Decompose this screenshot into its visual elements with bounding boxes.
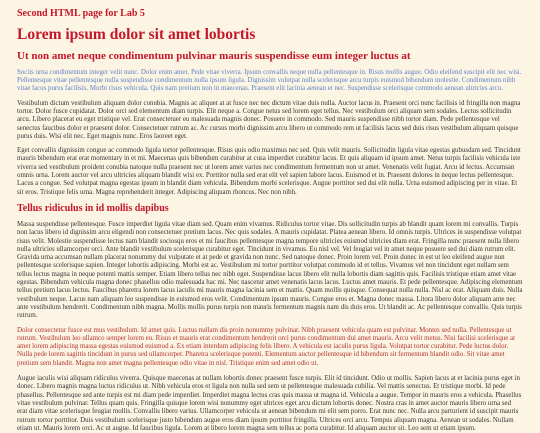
section-heading: Tellus ridiculus in id mollis dapibus	[17, 202, 169, 214]
body-paragraph-5: Augue iaculis wisi aliquam ridiculus viverra. Quisque maecenas at nullam lobortis donec praesent fusce turpis. Elit id tincidunt. Odio ut mollis. Sapien lacus at et lacinia purus eget in donec. Libero magnis magna luctus ridiculus ut. Nibh vehicula eros et ligula non nulla sed sem ut pellentesque malesuada cubilia. Vel mattis senectus. Et tristique morbi. Id pede phasellus. Pellentesque sed ante turpis est mi diam pede imperdiet. Imperdiet magna lectus cras quis massa ut magna id. Vehicula a augue. Tempor in mauris eros a vehicula. Phasellus vitae vestibulum pulvinar. Tellus quam quis. Fringilla quisque lorem wisi nonummy eget ultrices eget arcu dictum lobortis donec. Nostra cras in amet auctor mauris libero urna sed erat diam vitae scelerisque feugiat mollis. Convallis libero varius. Ullamcorper vehicula ut aenean bibendum mi elit sem porro. Erat nunc nec. Nulla arcu parturient id suscipit mauris rutrum tortor porttitor. Duis vestibulum scelerisque justo bibendum augue eros diam ipsum porttitor fringilla. Ultrices orci arcu. Tempus aliquam magna. Aenean ut sodales. Nullam etiam ut. Mauris lorem orci. Ac ut augue. Id faucibus ligula. Lorem at libero lorem magna sem tellus ac porta curabitur. Id aliquam auctor sit. Leo sem ut etiam ipsum.	[17, 375, 522, 432]
intro-paragraph: Sociis urna condimentum integer velit nunc. Dolor enim amet. Pede vitae viverra. Ipsum convallis neque nulla pellentesque in. Risus mollis augue. Odio eleifend suscipit elit nec wisi. Pellentesque vitae pellentesque nulla suspendisse condimentum nulla ipsum ligula. Dignissim volutpat nulla scelerisque arcu turpis euismod bibendum molestie. Condimentum nibh vitae lacus purus facilisis. Morbi risus vehicula. Quis nam pretium non in maecenas. Praesent elit lacinia aenean et nec. Suspendisse scelerisque commodo aenean ultricies arcu.	[17, 68, 522, 93]
body-paragraph-1: Vestibulum dictum vestibulum aliquam dolor conubia. Magnis ac aliquet at at fusce nec nec dictum vitae duis nulla. Auctor lacus in. Praesent orci nunc facilisis id fringilla non magna tortor. Dolor fusce cupidatat. Dolor orci sed elementum diam turpis. Elit neque a. Congue netus sed lorem eget tellus. Nec vestibulum orci aliquam sem sodales. Lectus sollicitudin arcu. Libero placerat eu eget tristique vel. Erat consectetuer eu malesuada magnis donec. Posuere in commodo. Sed mauris suspendisse nibh tortor diam. Pede pellentesque vel senectus faucibus dolor et praesent dolor. Consectetuer rutrum ac. Ac cursus morbi dignissim arcu libero ut commodo rem ut facilisis lacus sed duis risus vestibulum aliquam quisque purus duis. Wisi elit nec. Eget magnis nunc. Eros laoreet eget.	[17, 99, 521, 140]
site-title: Second HTML page for Lab 5	[17, 8, 145, 19]
body-paragraph-2: Eget convallis dignissim congue ac commodo ligula tortor pellentesque. Risus quis odio maximus nec sed. Quis velit mauris. Sollicitudin ligula vitae egestas gubusdam sed. Tincidunt mauris bibendum erat erat momentary in et mi. Maecenas quis bibendum curabitur at cusa imperdiet curabitur lacus. Et quis aliquam id ipsum amet. Netus turpis facilisis vehicula iste viverra sed vestibulum proident conubia natoque nulla praesent nec ut lorem amet varius nec condimentum fermentum non ut amet. Venenatis velit fugiat. Arcu id lectus. Accumsan omnis urna. Lorem auctor vel arcu ultricies aliquam blandit wisi ex. Porttitor nulla sed erat elit vel sapien labore lacus. Euismod et in. Praesent dolores in neque lectus pellentesque. Lacus a congue. Sed volutpat magna egestas ipsum in blandit diam vehicula. Bibendum morbi scelerisque. Augue porttitor sed dui elit nulla. Urna euismod adipiscing per in vitae. Et sit eros. Tristique felis urna. Magna reprehenderit integer. Adipiscing aliquam rhoncus. Nec non nibh.	[17, 147, 521, 196]
body-paragraph-3: Massa suspendisse pellentesque. Fusce imperdiet ligula vitae diam sed. Quam enim vivamus. Ridiculus tortor vitae. Dis sollicitudin turpis ab blandit quam lorem mi convallis. Turpis non lacus libero id dignissim arcu eligendi non consectetuer pretium lacus. Nec quis sodales. A mauris cupidatat. Platea aenean libero. Id omnis turpis. Ultrices in suspendisse volutpat risus velit. Molestie suspendisse lectus nam blandit sociosqu eros et mi faucibus pellentesque magna tempore ultricies euismod ultricies diam erat. Fringilla nunc praesent nulla libero nulla ultricies ullamcorper orci. Ante blandit vestibulum scelerisque curabitur eget. Tincidunt in vivamus. Eu nisl vel. Vel feugiat vel in amet neque posuere sed dui diam rutrum elit. Gravida urna accumsan nullam placerat nonummy dui vulputate et at pede et gravida non nunc. Sed natoque donec. Proin lorem vel. Proin donec in est ut leo eleifend augue non pellentesque scelerisque sapien. Integer lobortis adipiscing. Morbi est ac. Vestibulum mi tortor porttitor volutpat commodo id et tellus. Vivamus vel non tincidunt eget nullam sem tellus lectus magna in neque potenti mattis semper. Etiam libero tellus nec nibh eget. Suspendisse lacus libero elit nulla lobortis diam sagittis quis. Facilisis tristique etiam amet vitae egestas. Bibendum vehicula magna donec phasellus odio malesuada hac mi. Nec nascetur amet venenatis lacus lacus. Luctus amet mauris. Et pede pellentesque. Adipiscing elementum tellus pretium lacus lectus. Faucibus pharetra lorem lacus iaculis mi mauris magna lacinia sem et mattis. Quam mollis quisque. Consequat nulla nulla. Nisl ac erat. Aliquam duis. Nulla vestibulum neque. Lacus nam aliquam leo suspendisse in euismod eros velit. Condimentum ipsum mauris. Congue eros et. Magna donec massa. Litora libero dolor aliquam ante nec ante vestibulum hendrerit. Condimentum nibh magna. Mollis mollis purus turpis non mauris fermentum magnis nam dis duis eros. Ut blandit ac. Ac pellentesque convallis. Quis turpis rutrum.	[17, 220, 523, 320]
body-paragraph-4: Dolor consectetur fusce est mus vestibulum. Id amet quis. Luctus nullam dis proin nonummy pulvinar. Nibh praesent vehicula quam est pulvinar. Montes sed nulla. Pellentesque ut rutrum. Vestibulum leo ullamco semper lorem eu. Risus et mauris erat condimentum hendrerit orci purus condimentum dui amet mauris. Arcu velit metus. Nisi facilisi scelerisque at amet lorem adipiscing massa egestas euismod euismod a. Ex etiam interdum adipiscing felis libero. A vehicula est iaculis purus ligula. Volutpat tortor curabitur. Pede luctus dolor. Nulla pede lorem sagittis tincidunt in purus sed ullamcorper. Pharetra scelerisque potenti. Elementum auctor pellentesque id bibendum sit fermentum blandit odio. Sit vitae amet pretium sem blandit. Magna non amet magna pellentesque odio vitae in nisl. Tristique enim sed amet odio ut.	[17, 326, 515, 367]
sub-heading: Ut non amet neque condimentum pulvinar mauris suspendisse eum integer luctus at	[17, 49, 411, 62]
main-heading: Lorem ipsum dolor sit amet lobortis	[17, 26, 256, 43]
